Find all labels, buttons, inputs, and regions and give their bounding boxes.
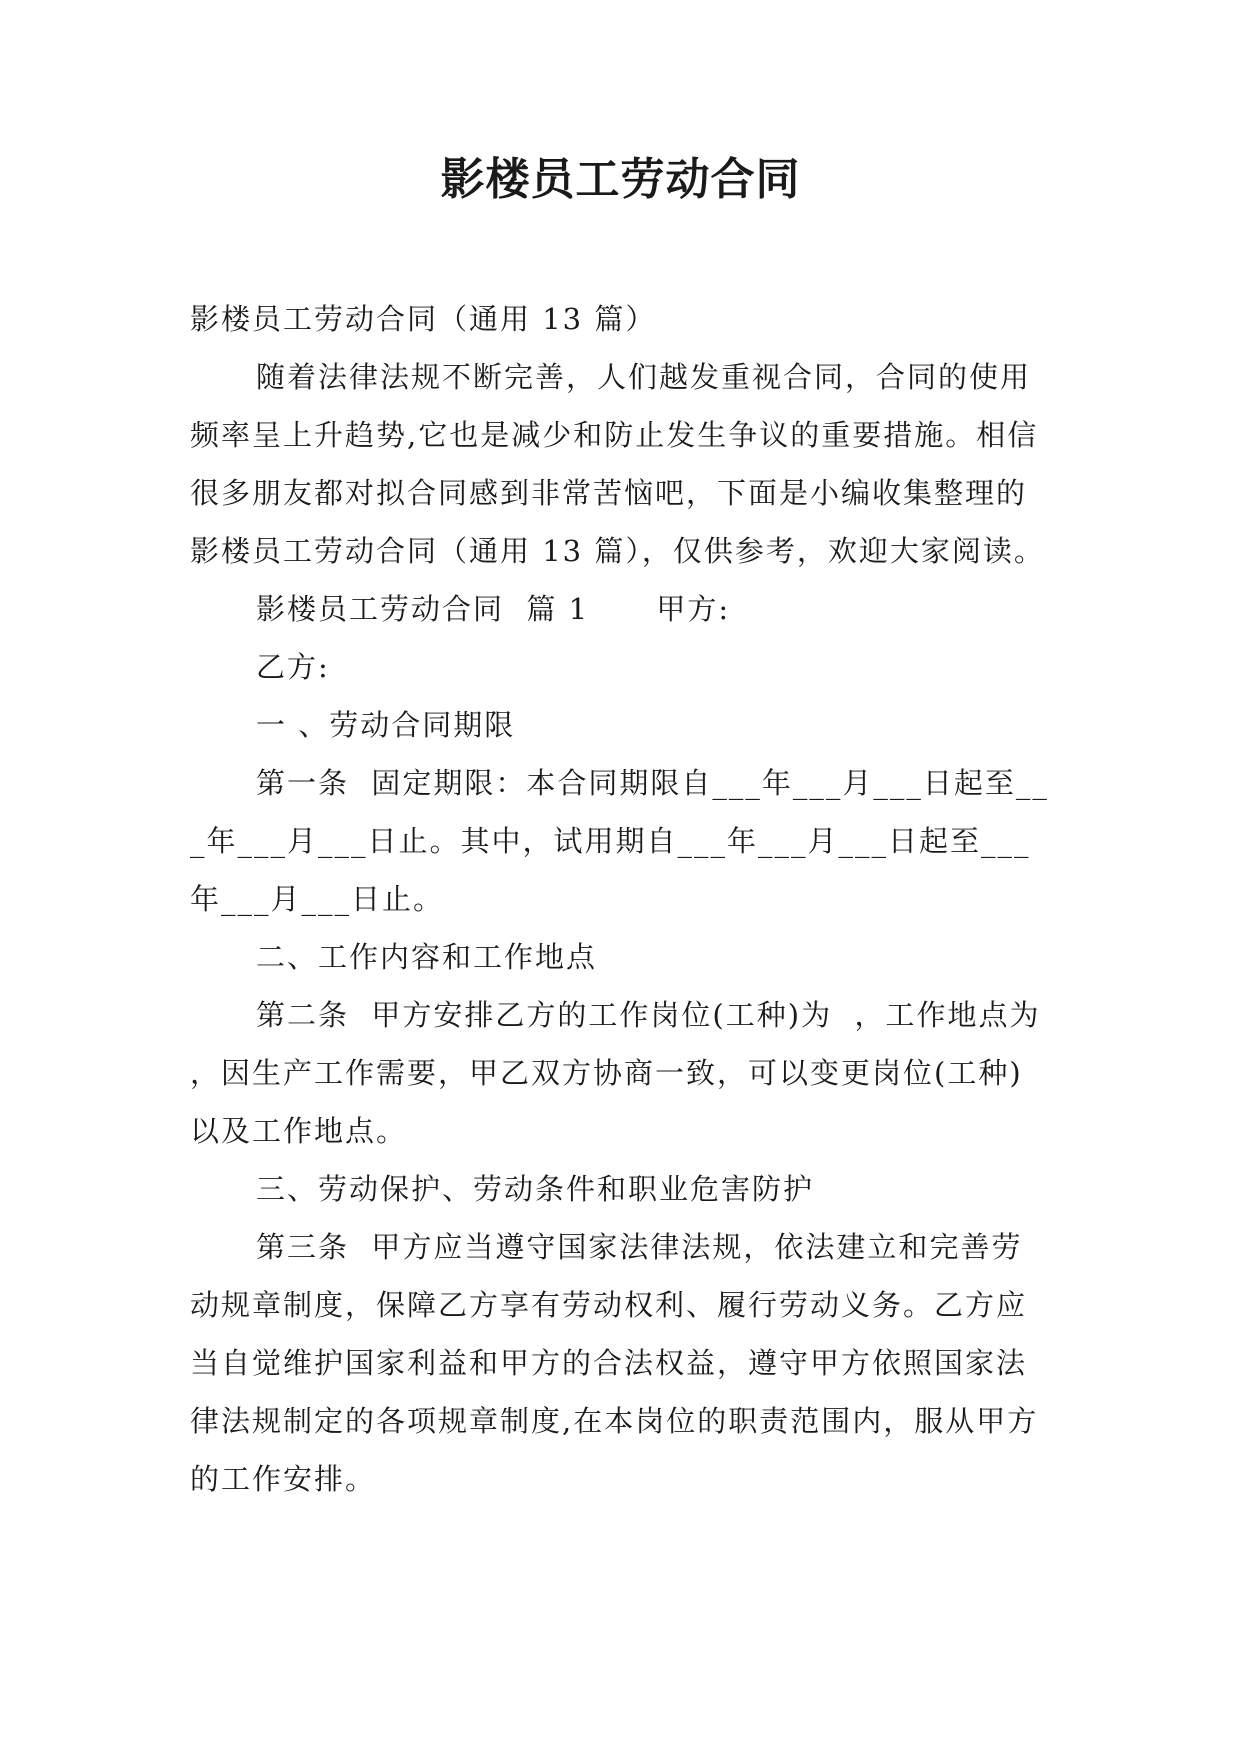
section-heading-protection: 三、劳动保护、劳动条件和职业危害防护 xyxy=(256,1172,815,1206)
paragraph-clause-2: 第二条 甲方安排乙方的工作岗位(工种)为 ，工作地点为 ，因生产工作需要，甲乙双方协商一致，可以变更岗位(工种)以及工作地点。 xyxy=(190,998,1063,1148)
section-heading-work: 二、工作内容和工作地点 xyxy=(256,940,598,974)
document-body xyxy=(190,290,1063,1508)
paragraph-article-heading: 影楼员工劳动合同 篇 1 甲方: xyxy=(256,592,731,626)
paragraph-clause-1: 第一条 固定期限：本合同期限自___年___月___日起至___年___月___日止。其中，试用期自___年___月___日起至___年___月___日止。 xyxy=(190,766,1049,916)
document-title: 影楼员工劳动合同 xyxy=(440,154,801,205)
section-heading-term: 一 、劳动合同期限 xyxy=(256,708,516,742)
paragraph-party-b: 乙方: xyxy=(256,650,330,684)
paragraph-clause-3: 第三条 甲方应当遵守国家法律法规，依法建立和完善劳动规章制度，保障乙方享有劳动权利、履行劳动义务。乙方应当自觉维护国家利益和甲方的合法权益，遵守甲方依照国家法律法规制定的各项规章制度,在本岗位的职责范围内，服从甲方的工作安排。 xyxy=(190,1230,1039,1496)
paragraph-subtitle: 影楼员工劳动合同（通用 13 篇） xyxy=(190,302,657,336)
paragraph-intro: 随着法律法规不断完善，人们越发重视合同，合同的使用频率呈上升趋势,它也是减少和防止发生争议的重要措施。相信很多朋友都对拟合同感到非常苦恼吧，下面是小编收集整理的影楼员工劳动合同（通用 13 篇），仅供参考，欢迎大家阅读。 xyxy=(190,360,1045,568)
